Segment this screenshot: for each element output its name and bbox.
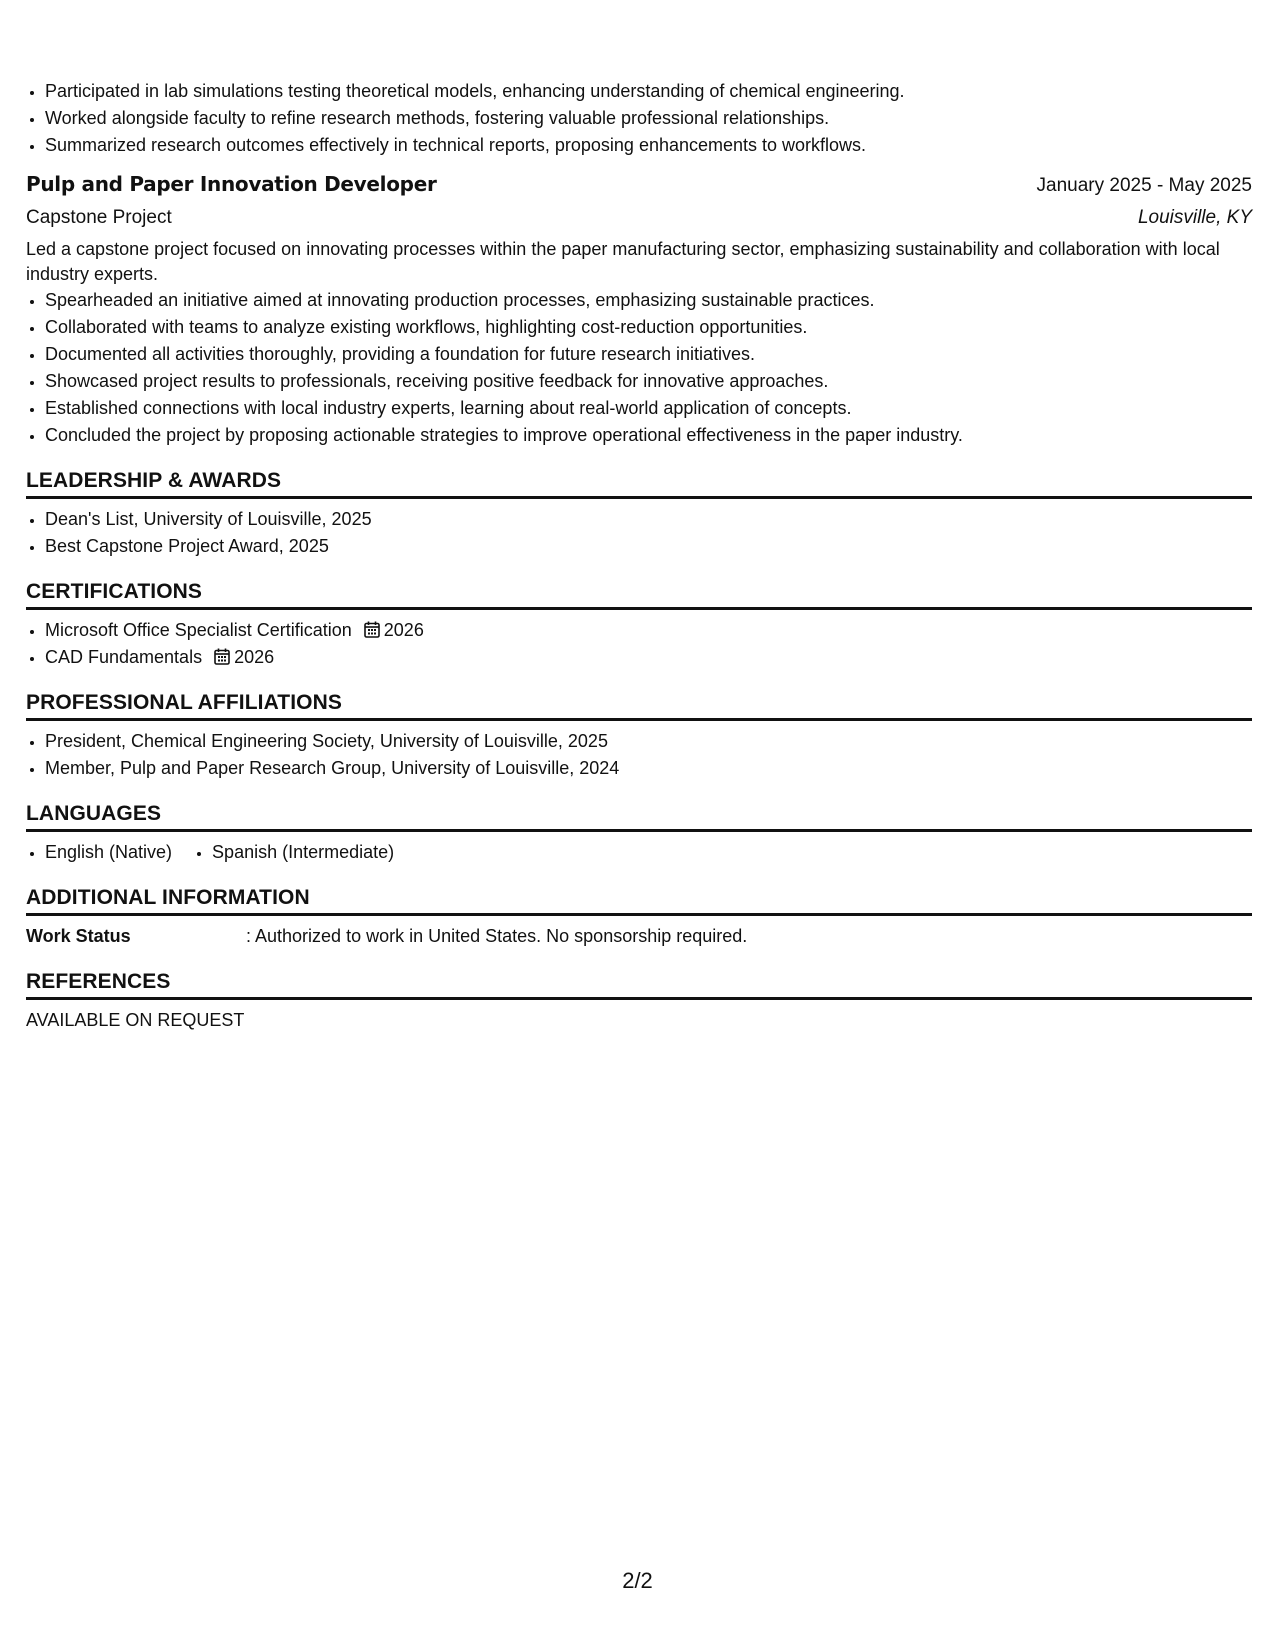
section-title: LEADERSHIP & AWARDS (26, 467, 1252, 499)
calendar-icon (214, 648, 230, 665)
list-item (45, 644, 1252, 671)
calendar-icon (364, 621, 380, 638)
list-item: • English (Native) (45, 839, 172, 866)
list-item: • Participated in lab simulations testing theoretical models, enhancing understanding of chemical engineering. (45, 78, 1252, 105)
list-item (45, 617, 1252, 644)
leadership-section (26, 467, 1252, 560)
list-item: • Concluded the project by proposing actionable strategies to improve operational effectiveness in the paper industry. (45, 422, 1252, 449)
list-item: • President, Chemical Engineering Society, University of Louisville, 2025 (45, 728, 1252, 755)
job-header (26, 169, 1252, 201)
affiliations-list (26, 728, 1252, 782)
job-title: Pulp and Paper Innovation Developer (26, 172, 437, 196)
certification-name: Microsoft Office Specialist Certification (45, 620, 352, 640)
list-item: • Showcased project results to professionals, receiving positive feedback for innovative approaches. (45, 368, 1252, 395)
section-title: PROFESSIONAL AFFILIATIONS (26, 689, 1252, 721)
list-item: • Spearheaded an initiative aimed at innovating production processes, emphasizing sustainable practices. (45, 287, 1252, 314)
job-entry (26, 169, 1252, 449)
job-bullets (26, 287, 1252, 449)
list-item: • Worked alongside faculty to refine research methods, fostering valuable professional relationships. (45, 105, 1252, 132)
job-dates: January 2025 - May 2025 (1036, 175, 1252, 196)
list-item: • Established connections with local industry experts, learning about real-world application of concepts. (45, 395, 1252, 422)
list-item: • Summarized research outcomes effectively in technical reports, proposing enhancements to workflows. (45, 132, 1252, 159)
list-item: • Best Capstone Project Award, 2025 (45, 533, 1252, 560)
list-item: • Member, Pulp and Paper Research Group, University of Louisville, 2024 (45, 755, 1252, 782)
work-status-row (26, 923, 1252, 950)
job-location: Louisville, KY (1137, 207, 1252, 228)
references-text: AVAILABLE ON REQUEST (26, 1010, 245, 1030)
work-status-value: : Authorized to work in United States. No sponsorship required. (246, 926, 748, 946)
certifications-list (26, 617, 1252, 671)
certification-year: 2026 (234, 647, 275, 667)
job-subheader (26, 203, 1252, 233)
section-title: LANGUAGES (26, 800, 1252, 832)
list-item: • Collaborated with teams to analyze existing workflows, highlighting cost-reduction opportunities. (45, 314, 1252, 341)
work-status-label: Work Status (26, 926, 131, 946)
references-section (26, 968, 1252, 1034)
experience-bullets-continued (26, 78, 1252, 159)
languages-list (26, 839, 1252, 866)
resume-page (26, 78, 1252, 1034)
job-summary: Led a capstone project focused on innovating processes within the paper manufacturing sector, emphasizing sustainability and collaboration with local industry experts. (26, 239, 1220, 284)
list-item: • Dean's List, University of Louisville, 2025 (45, 506, 1252, 533)
page-number: 2/2 (622, 1568, 653, 1593)
list-item: • Spanish (Intermediate) (212, 839, 394, 866)
leadership-list (26, 506, 1252, 560)
job-organization: Capstone Project (26, 207, 172, 228)
list-item: • Documented all activities thoroughly, providing a foundation for future research initiatives. (45, 341, 1252, 368)
section-title: CERTIFICATIONS (26, 578, 1252, 610)
additional-info-section (26, 884, 1252, 950)
section-title: REFERENCES (26, 968, 1252, 1000)
certification-name: CAD Fundamentals (45, 647, 203, 667)
affiliations-section (26, 689, 1252, 782)
certification-year: 2026 (383, 620, 424, 640)
section-title: ADDITIONAL INFORMATION (26, 884, 1252, 916)
languages-section (26, 800, 1252, 866)
certifications-section (26, 578, 1252, 671)
